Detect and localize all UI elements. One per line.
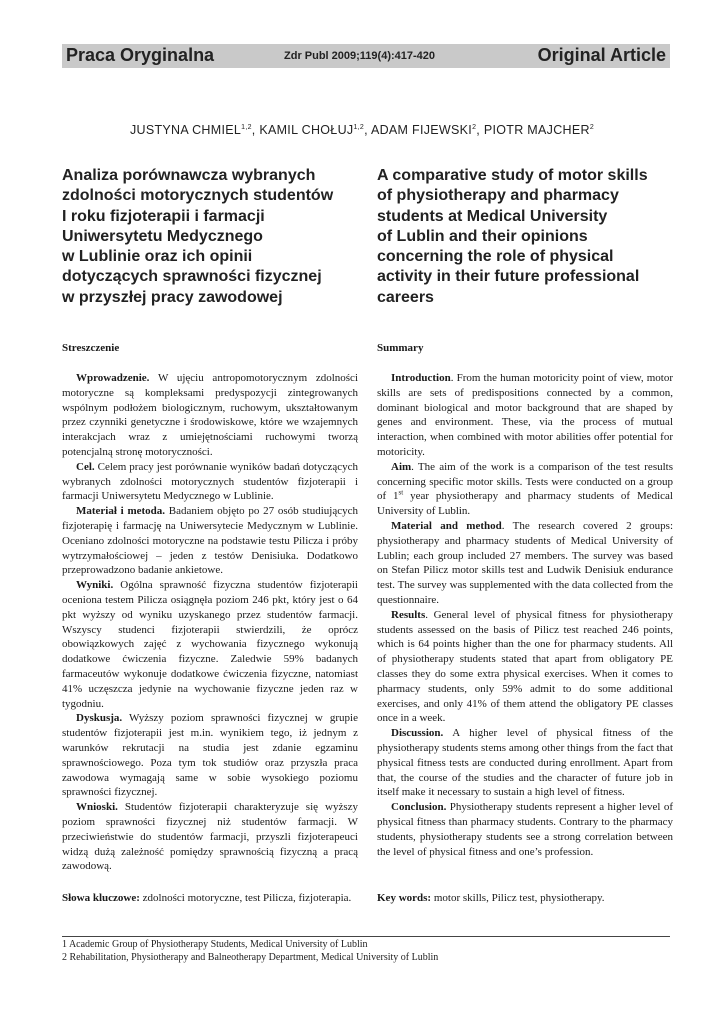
- section-label: Dyskusja.: [76, 712, 123, 725]
- title-line: concerning the role of physical: [377, 248, 614, 266]
- keywords-text: motor skills, Pilicz test, physiotherapy.: [431, 892, 605, 904]
- keywords-text: zdolności motoryczne, test Pilicza, fizjoterapia.: [139, 892, 352, 904]
- abstract-paragraph: [377, 519, 673, 608]
- section-label: Cel.: [76, 460, 95, 473]
- section-text: Wyższy poziom sprawności fizycznej w grupie studentów fizjoterapii jest m.in. wynikiem tego, iż jednym z warunków rekrutacji na studia jest zdanie egzaminu sprawnościowego. Poza tym tok studiów oraz przyszła praca zawodowa wymagają same w sobie wysokiego poziomu sprawności fizycznej.: [62, 712, 358, 799]
- section-text: . The aim of the work is a comparison of the test results concerning specific motor skills. Tests were conducted on a group of 1: [377, 460, 673, 503]
- author-name: JUSTYNA CHMIEL: [129, 123, 242, 137]
- polish-abstract: [62, 371, 358, 874]
- abstract-paragraph: [377, 800, 673, 859]
- section-text: . The research covered 2 groups: physiotherapy and pharmacy students of Medical University of Lublin; each group included 27 members. The survey was based on Stefan Pilicz motor skills test and Ludwik Denisiuk endurance test. The survey was supplemented with the data collected from the questionnaire.: [377, 519, 673, 606]
- section-label: Materiał i metoda.: [76, 505, 166, 518]
- title-line: zdolności motorycznych studentów: [62, 187, 334, 205]
- section-label: Discussion.: [391, 727, 444, 740]
- section-text: W ujęciu antropomotorycznym zdolności motoryczne są kompleksami predyspozycji zintegrowanych wspólnym podłożem biologicznym, ruchowym, ukształtowanym przez czynniki genetyczne i środowiskowe, które we wzajemnych interakcjach wraz z umiejętnościami ruchowymi tworzą potencjalną stronę motoryczności.: [62, 372, 358, 458]
- title-line: w Lublinie oraz ich opinii: [62, 248, 253, 266]
- header-polish-title: Praca Oryginalna: [66, 45, 215, 65]
- section-text: year physiotherapy and pharmacy students of Medical University of Lublin.: [377, 490, 673, 518]
- title-line: Uniwersytetu Medycznego: [62, 227, 263, 245]
- title-line: Analiza porównawcza wybranych: [62, 167, 316, 184]
- section-text: Studentów fizjoterapii charakteryzuje się wyższy poziom sprawności fizycznej niż studentów farmacji. W przeciwieństwie do studentów farmacji, przyszli fizjoterapeuci widzą dużą zależność pomiędzy sprawnością fizyczną a pracą zawodową.: [62, 801, 358, 873]
- section-label: Wprowadzenie.: [76, 372, 150, 384]
- section-label: Wnioski.: [76, 801, 118, 814]
- section-text: Ogólna sprawność fizyczna studentów fizjoterapii oceniona testem Pilicza osiągnęła poziom 246 pkt, który jest o 64 pkt wyższy od wyniku uzyskanego przez studentów farmacji. Wszyscy studenci fizjoterapii stwierdzili, że oprócz obowiązkowych zajęć z wychowania fizycznego wykonują dodatkowe ćwiczenia fizyczne. Zaledwie 59% badanych farmaceutów wykonuje dodatkowe ćwiczenia fizyczne, natomiast 41% uczęszcza jedynie na wychowanie fizyczne jeden raz w tygodniu.: [62, 579, 358, 710]
- author-name: KAMIL CHOŁUJ: [259, 123, 354, 137]
- abstract-paragraph: [62, 800, 358, 874]
- section-text: Badaniem objęto po 27 osób studiujących fizjoterapię i farmację na Uniwersytecie Medycznym w Lublinie. Oceniano zdolności motoryczne na podstawie testu Pilicza i próby wytrzymałościowej – jeden z testów Denisiuka. Dodatkowo przeprowadzono badanie ankietowe.: [62, 505, 358, 577]
- abstract-paragraph: [62, 504, 358, 578]
- author-affiliation: 1,2: [353, 123, 365, 131]
- section-label: Results: [391, 608, 426, 621]
- abstract-paragraph: [62, 371, 358, 460]
- streszczenie-heading: Streszczenie: [62, 342, 120, 354]
- journal-header-bar: [62, 44, 670, 68]
- title-line: careers: [377, 288, 434, 306]
- section-text: . General level of physical fitness for physiotherapy students assessed on the basis of Pilicz test reached 246 points, which is 64 points higher than the one for pharmacy students. All of physiotherapy students stated that apart from obligatory PE classes they do some extra physical exercises. When it comes to pharmacy students, only 59% admit to do some additional exercises, and only 41% of them attend the obligatory PE classes once in a week.: [377, 608, 673, 725]
- section-label: Wyniki.: [76, 579, 114, 592]
- title-line: of physiotherapy and pharmacy: [377, 187, 619, 205]
- section-text: Physiotherapy students represent a higher level of physical fitness than pharmacy students. Contrary to the pharmacy students, physiotherapy students see a strong correlation between the level of physical fitness and one’s profession.: [377, 801, 673, 858]
- abstract-paragraph: [62, 578, 358, 711]
- footnote-divider: [62, 936, 670, 937]
- author-list: JUSTYNA CHMIEL$^{1,2}$, KAMIL CHOŁUJ$^{1,2}$, ADAM FIJEWSKI$^2$, PIOTR MAJCHER$^2$: [129, 123, 595, 137]
- summary-heading: Summary: [377, 342, 424, 354]
- footnote: 2 Rehabilitation, Physiotherapy and Balneotherapy Department, Medical University of Lublin: [62, 951, 439, 963]
- keywords-label: Słowa kluczowe:: [62, 892, 140, 904]
- author-affiliation: 2: [589, 123, 595, 131]
- section-label: Material and method: [391, 519, 502, 532]
- title-line: w przyszłej pracy zawodowej: [62, 288, 283, 306]
- header-english-title: Original Article: [537, 45, 666, 65]
- author-affiliation: 2: [472, 123, 477, 131]
- title-line: of Lublin and their opinions: [377, 227, 588, 245]
- english-keywords: [377, 891, 673, 906]
- section-label: Aim: [391, 460, 412, 473]
- section-text: A higher level of physical fitness of the physiotherapy students stems among other things from the fact that physical fitness tests are conducted during enrollment. Apart from that, the course of the studies and the character of future job in itself make it necessary to sustain a high level of fitness.: [377, 727, 673, 799]
- title-line: dotyczących sprawności fizycznej: [62, 268, 322, 286]
- abstract-paragraph: [377, 726, 673, 800]
- title-line: I roku fizjoterapii i farmacji: [62, 207, 265, 225]
- footnote: 1 Academic Group of Physiotherapy Students, Medical University of Lublin: [62, 939, 368, 950]
- article-title-polish: [62, 166, 362, 308]
- ordinal-suffix: st: [398, 488, 404, 497]
- abstract-paragraph: [377, 460, 673, 519]
- author-name: PIOTR MAJCHER: [483, 123, 590, 137]
- abstract-paragraph: [62, 711, 358, 800]
- section-text: . From the human motoricity point of view, motor skills are sets of predispositions connected by a common, dominant biological and motor background that are shaped by genes and environment. These, via the process of mutual interaction, when combined with motor abilities offer potential for motoricity.: [377, 372, 673, 458]
- section-label: Introduction: [391, 372, 451, 384]
- keywords-label: Key words:: [377, 892, 432, 904]
- author-name: ADAM FIJEWSKI: [370, 123, 473, 137]
- english-abstract: [377, 371, 673, 859]
- title-line: A comparative study of motor skills: [377, 167, 648, 184]
- header-citation: Zdr Publ 2009;119(4):417-420: [284, 50, 436, 62]
- author-affiliation: 1,2: [241, 123, 252, 131]
- abstract-paragraph: [377, 371, 673, 460]
- section-text: Celem pracy jest porównanie wyników badań dotyczących wybranych zdolności motorycznych studentów fizjoterapii i farmacji Uniwersytetu Medycznego w Lublinie.: [62, 460, 358, 503]
- title-line: activity in their future professional: [377, 268, 640, 286]
- article-title-english: [377, 166, 677, 308]
- section-label: Conclusion.: [391, 801, 447, 814]
- polish-keywords: [62, 891, 358, 906]
- footnotes: [62, 939, 438, 964]
- abstract-paragraph: [377, 608, 673, 726]
- abstract-paragraph: [62, 460, 358, 504]
- title-line: students at Medical University: [377, 207, 608, 225]
